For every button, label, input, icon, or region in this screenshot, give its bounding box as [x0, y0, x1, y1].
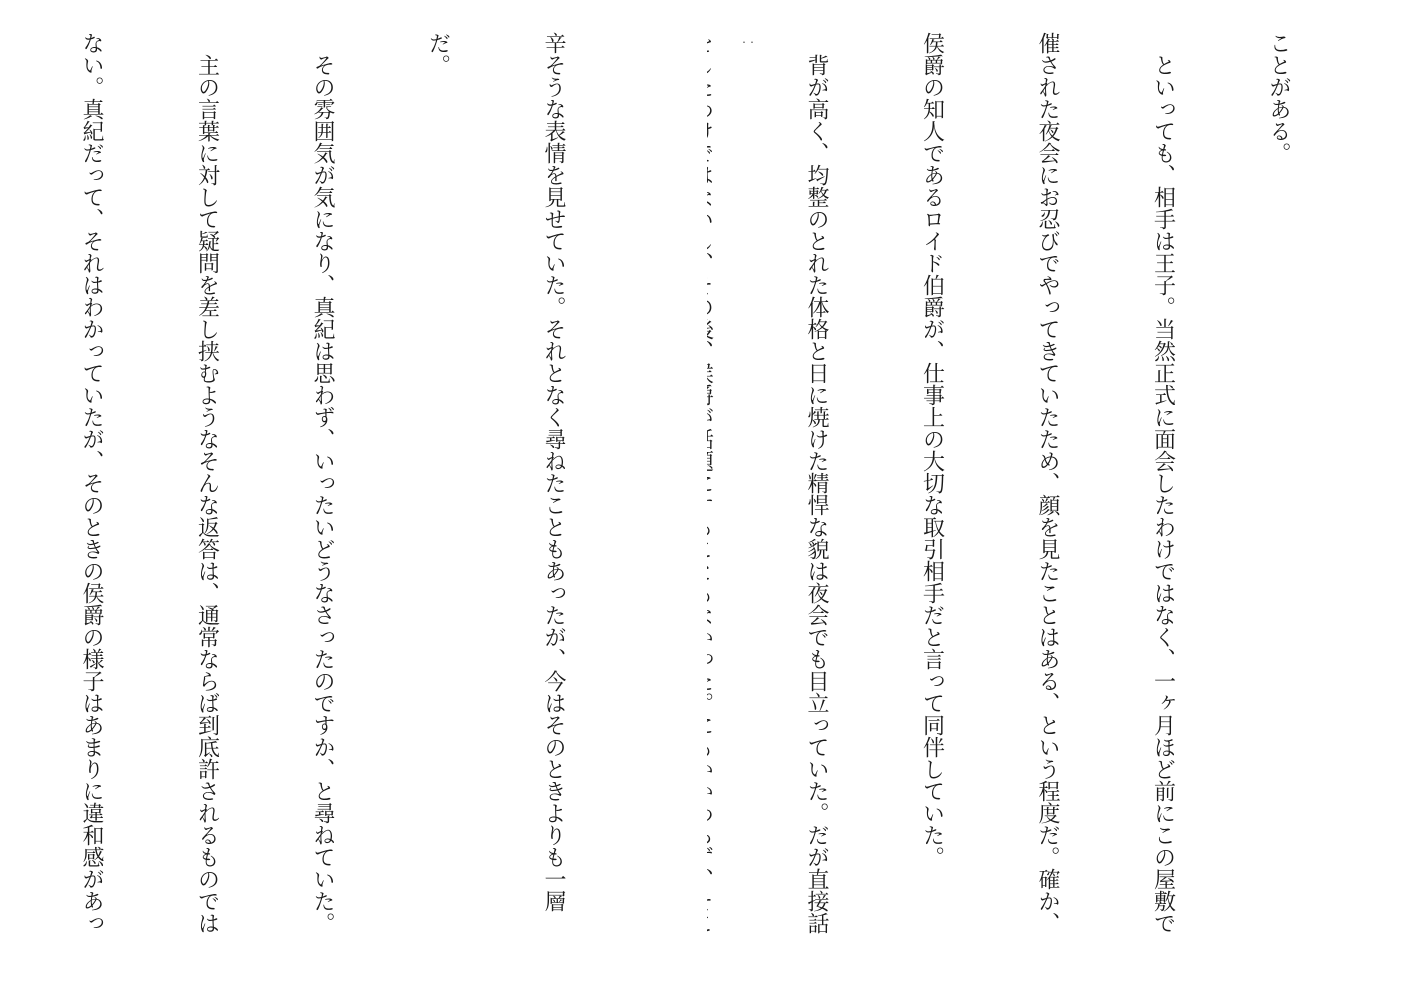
text-line: 侯爵の知人であるロイド伯爵が、仕事上の大切な取引相手だと言って同伴していた。 — [919, 32, 945, 868]
text-line: 催された夜会にお忍びでやってきていたため、顔を見たことはある、という程度だ。確か、 — [1035, 32, 1060, 934]
text-line: ない。真紀だって、それはわかっていたが、そのときの侯爵の様子はあまりに違和感があっ — [79, 32, 104, 934]
corner-mark: ・・ — [740, 38, 756, 47]
left-page-text — [0, 32, 649, 977]
text-line: その雰囲気が気になり、真紀は思わず、いったいどうなさったのですか、と尋ねていた。 — [310, 32, 335, 934]
text-line: 主の言葉に対して疑問を差し挟むようなそんな返答は、通常ならば到底許されるものでは — [194, 32, 220, 934]
text-line: 背が高く、均整のとれた体格と日に焼けた精悍な貌は夜会でも目立っていた。だが直接話 — [804, 32, 829, 934]
text-line: だ。 — [425, 32, 451, 76]
text-line: といっても、相手は王子。当然正式に面会したわけではなく、一ヶ月ほど前にこの屋敷で — [1150, 32, 1176, 934]
right-page — [707, 0, 1414, 1000]
text-line: 辛そうな表情を見せていた。それとなく尋ねたこともあったが、今はそのときよりも一層 — [541, 32, 566, 912]
text-line: ことがある。 — [1266, 32, 1291, 164]
